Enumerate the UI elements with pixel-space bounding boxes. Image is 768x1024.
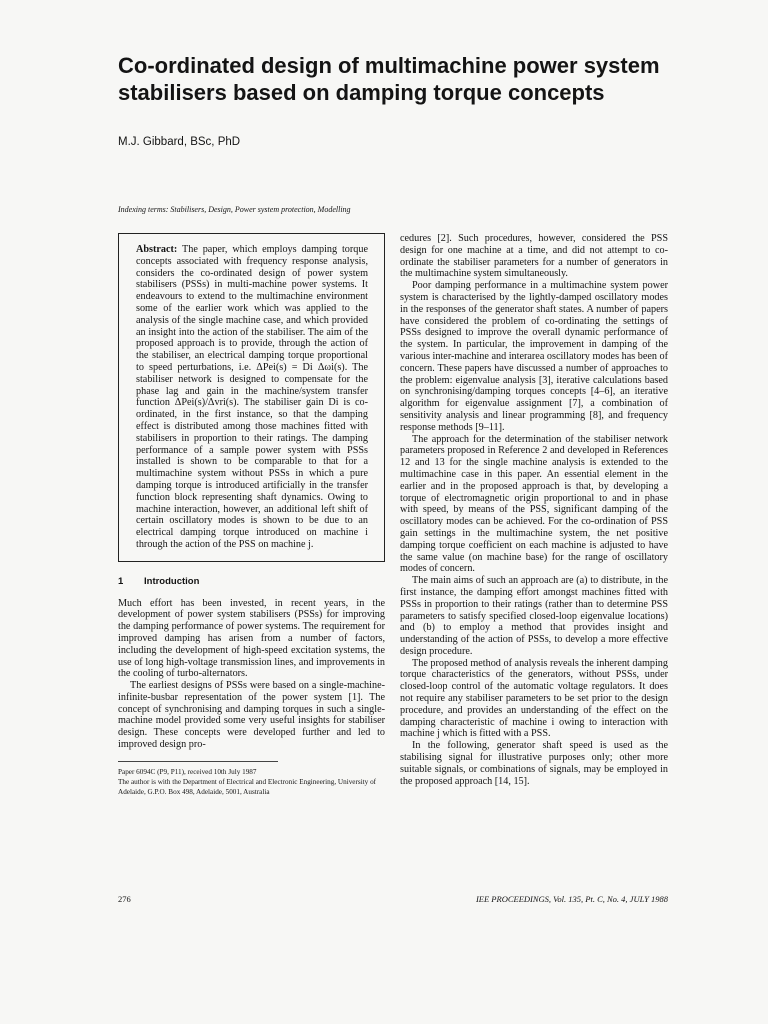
body-paragraph: The approach for the determination of the stabiliser network parameters proposed in Reference 2 and developed in References 12 and 13 for the single machine analysis is extended to the multimachine case in this paper. An essential element in the earlier and in the proposed approach is that, by developing a torque of electromagnetic origin proportional to and in phase with speed, by means of the PSS, significant damping of the oscillatory modes can be achieved. For the co-ordination of PSS gain settings in the multimachine system, the net positive damping torque coefficient on each machine is adjusted to have the same value (on machine base) for the range of oscillatory modes of concern. [400, 433, 668, 575]
paper-title: Co-ordinated design of multimachine power system stabilisers based on damping torque concepts [118, 53, 660, 105]
body-paragraph: cedures [2]. Such procedures, however, considered the PSS design for one machine at a time, and did not attempt to co-ordinate the stabiliser parameters for a number of generators in the multimachine system simultaneously. [400, 233, 668, 280]
body-paragraph: In the following, generator shaft speed is used as the stabilising signal for illustrative purposes only; other more suitable signals, or combinations of signals, may be employed in the proposed approach [14, 15]. [400, 740, 668, 787]
footnote-affiliation: The author is with the Department of Electrical and Electronic Engineering, University of Adelaide, G.P.O. Box 498, Adelaide, 5001, Australia [118, 778, 377, 796]
section-number: 1 [118, 575, 124, 587]
abstract-box [118, 233, 385, 562]
footnote [118, 761, 377, 797]
intro-paragraph-1: Much effort has been invested, in recent years, in the development of power system stabilisers (PSSs) for improving the damping performance of power systems. The requirement for improved damping has arisen from a number of factors, including the development of high-speed excitation systems, the use of long high-voltage transmission lines, and improvements in the cooling of turbo-alternators. [118, 597, 385, 680]
author-line: M.J. Gibbard, BSc, PhD [118, 136, 241, 148]
section-heading-introduction [118, 576, 385, 588]
journal-citation: IEE PROCEEDINGS, Vol. 135, Pt. C, No. 4, JULY 1988 [475, 894, 668, 904]
section-title: Introduction [144, 575, 200, 587]
abstract [136, 244, 368, 551]
footnote-paper-ref: Paper 6094C (P9, P11), received 10th July 1987 [118, 767, 257, 776]
body-paragraph: Poor damping performance in a multimachine system power system is characterised by the lightly-damped oscillatory modes in the responses of the generator shaft states. A number of papers have considered the problem of co-ordinating the settings of PSSs designed to improve the overall dynamic performance of the system. In particular, the improvement in damping of the various inter-machine and interarea oscillatory modes has been of concern. These papers have discussed a number of approaches to the problem: eigenvalue analysis [3], iterative calculations based on synchronising/damping torques concepts [4–6], an iterative algorithm for eigenvalue assignment [7], a combination of sensitivity analysis and linear programming [8], and frequency response methods [9–11]. [400, 280, 668, 433]
intro-paragraph-2: The earliest designs of PSSs were based on a single-machine-infinite-busbar representation of the power system [1]. The concept of synchronising and damping torques in such a single-machine model provided some very useful insights for stabiliser design. These concepts were developed further and led to improved design pro- [118, 680, 385, 751]
left-column [118, 233, 385, 798]
abstract-label: Abstract: [136, 244, 178, 255]
abstract-text: The paper, which employs damping torque concepts associated with frequency response analysis, considers the co-ordinated design of power system stabilisers (PSSs) in multi-machine power systems. It endeavours to extend to the multimachine environment some of the earlier work which was applied to the analysis of the single machine case, and which provided an insight into the action of the stabiliser. The aim of the proposed approach is to provide, through the action of the stabiliser, an electrical damping torque proportional to speed perturbations, i.e. ΔPei(s) = Di Δωi(s). The stabiliser network is designed to compensate for the phase lag and gain in the machine/system transfer function ΔPei(s)/Δvri(s). The stabiliser gain Di is co-ordinated, in the first instance, so that the damping effect is distributed among those machines fitted with stabilisers in proportion to their ratings. The damping performance of a sample power system with PSSs installed is shown to be comparable to that for a multimachine system without PSSs in which a pure damping torque is introduced artificially in the transfer function block representing shaft dynamics. Owing to machine interaction, however, an additional left shift of certain oscillatory modes is shown to be due to an electrical damping torque introduced on machine i through the action of the PSS on machine j. [136, 244, 368, 550]
right-column [400, 233, 668, 787]
body-paragraph: The proposed method of analysis reveals the inherent damping torque characteristics of the generators, without PSSs, under closed-loop control of the automatic voltage regulators. It does not require any stabiliser parameters to be set prior to the design procedure, and provides an understanding of the effect on the damping characteristic of machine i owing to interaction with machine j which is fitted with a PSS. [400, 657, 668, 740]
body-paragraph: The main aims of such an approach are (a) to distribute, in the first instance, the damping effort amongst machines fitted with PSSs in proportion to their ratings (rather than to determine PSS parameters to satisfy specified closed-loop eigenvalue locations) and (b) to employ a method that provides insight and understanding of the action of PSSs, to develop a more effective design procedure. [400, 575, 668, 657]
indexing-terms: Indexing terms: Stabilisers, Design, Power system protection, Modelling [118, 205, 351, 214]
page-number: 276 [118, 894, 131, 904]
